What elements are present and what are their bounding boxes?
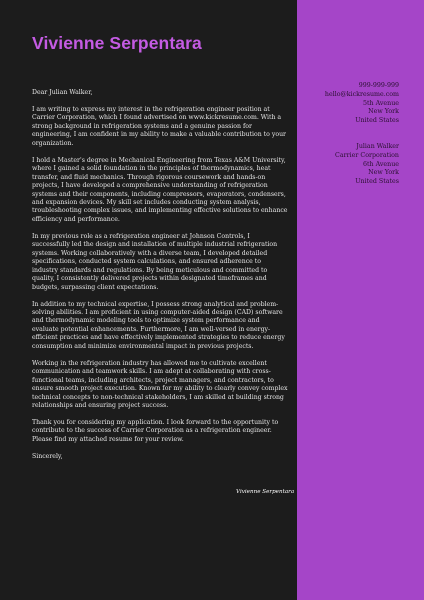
sender-phone: 999-999-999 [358, 82, 399, 89]
sender-street: 5th Avenue [362, 99, 399, 107]
recipient-company: Carrier Corporation [335, 151, 399, 159]
letter-closing: Sincerely, [32, 452, 63, 460]
recipient-address [335, 143, 399, 187]
letter-paragraph: Working in the refrigeration industry has allowed me to cultivate excellent communication and teamwork skills. I am adept at collaborating with cross-functional teams, including architects, project managers, and contractors, to ensure smooth project execution. Known for my ability to clearly convey complex technical concepts to non-technical stakeholders, I am skilled at building strong relationships and ensuring project success. [32, 359, 288, 409]
letter-paragraph: Thank you for considering my application. I look forward to the opportunity to contribute to the success of Carrier Corporation as a refrigeration engineer. Please find my attached resume for your review. [32, 418, 279, 443]
recipient-street: 6th Avenue [362, 160, 399, 168]
letter-greeting: Dear Julian Walker, [32, 89, 93, 96]
signature: Vivienne Serpentara [236, 489, 295, 495]
applicant-name: Vivienne Serpentara [32, 33, 202, 53]
recipient-country: United States [355, 178, 399, 186]
sender-contact [325, 82, 399, 126]
recipient-name: Julian Walker [356, 143, 399, 150]
sender-email: hello@kickresume.com [324, 90, 399, 98]
letter-body [32, 89, 288, 470]
letter-paragraph: I hold a Master's degree in Mechanical Engineering from Texas A&M University, where I gained a solid foundation in the principles of thermodynamics, heat transfer, and fluid mechanics. Through rigorous coursework and hands-on projects, I have developed a comprehensive understanding of refrigeration systems and their components, including compressors, evaporators, condensers, and expansion devices. My skill set includes conducting system analysis, troubleshooting complex issues, and implementing effective solutions to enhance efficiency and performance. [32, 156, 288, 223]
letter-paragraph: In my previous role as a refrigeration engineer at Johnson Controls, I successfully led the design and installation of multiple industrial refrigeration systems. Working collaboratively with a diverse team, I developed detailed specifications, conducted system calculations, and ensured adherence to industry standards and regulations. By being meticulous and committed to quality, I consistently delivered projects within designated timeframes and budgets, surpassing client expectations. [32, 232, 278, 291]
letter-paragraph: I am writing to express my interest in the refrigeration engineer position at Carrier Corporation, which I found advertised on www.kickresume.com. With a strong background in refrigeration systems and a genuine passion for engineering, I am confident in my ability to make a valuable contribution to your organization. [32, 105, 287, 147]
sender-country: United States [355, 117, 399, 125]
recipient-city: New York [368, 169, 399, 177]
letter-paragraph: In addition to my technical expertise, I possess strong analytical and problem-solving abilities. I am proficient in using computer-aided design (CAD) software and thermodynamic modeling tools to optimize system performance and evaluate potential enhancements. Furthermore, I am well-versed in energy-efficient practices and have effectively implemented strategies to reduce energy consumption and minimize environmental impact in previous projects. [32, 300, 285, 350]
sender-city: New York [368, 108, 399, 116]
